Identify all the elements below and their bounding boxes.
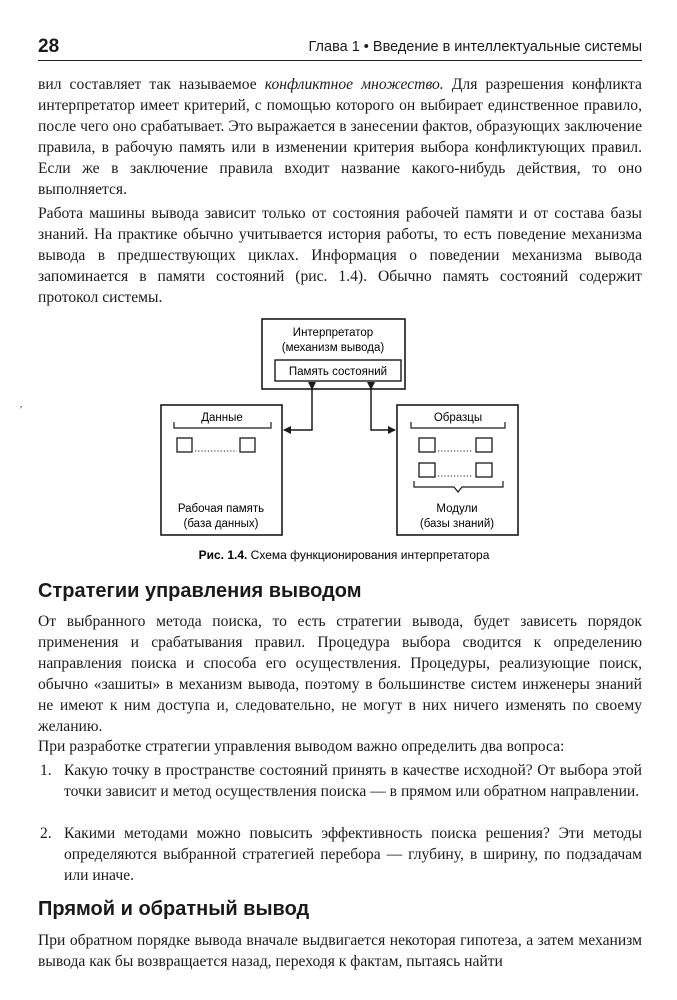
emphasis-term: конфликтное множество.: [264, 76, 444, 93]
list-item-text: Какую точку в пространстве состояний принять в качестве исходной? От выбора этой точки зависит и метод осуществления поиска — в прямом или обратном направлении.: [64, 762, 642, 800]
modules-brace: [414, 481, 503, 492]
pattern-cell: [419, 438, 435, 452]
data-label: Данные: [201, 412, 243, 424]
list-item-text: Какими методами можно повысить эффективность поиска решения? Эти методы определяются выбранной стратегией перебора — глубину, в ширину, по подзадачам или иначе.: [64, 825, 642, 884]
paragraph-text: Для разрешения конфликта интерпретатор имеет критерий, с помощью которого он выбирает единственное правило, после чего оно срабатывает. Это выражается в занесении фактов, образующих заключение правила, в рабочую память или в изменении критерия выбора конфликтующих правил. Если же в заключение правила входит название какого-нибудь действия, то оно выполняется.: [38, 76, 642, 198]
interpreter-label: Интерпретатор: [292, 327, 374, 339]
list-item-number: 2.: [40, 825, 52, 842]
modules-sublabel: (базы знаний): [419, 518, 495, 530]
caption-text: Схема функционирования интерпретатора: [247, 548, 490, 562]
working-memory-sublabel: (база данных): [183, 518, 259, 530]
modules-label: Модули: [436, 503, 478, 515]
section-heading-forward-backward: Прямой и обратный вывод: [38, 898, 310, 920]
pattern-cell: [476, 438, 492, 452]
paragraph-backward-chaining: При обратном порядке вывода вначале выдвигается некоторая гипотеза, а затем механизм вывода как бы возвращается назад, переходя к фактам, пытаясь найти: [38, 932, 642, 970]
list-item: [38, 823, 642, 886]
working-memory-label: Рабочая память: [177, 503, 265, 515]
patterns-label: Образцы: [433, 412, 483, 424]
paragraph-search-method: От выбранного метода поиска, то есть стратегии вывода, будет зависеть порядок применения и срабатывания правил. Процедура выбора сводится к определению направления поиска и способа его осуществления. Процедуры, реализующие поиск, обычно «зашиты» в механизм вывода, поэтому в большинстве систем инженеры знаний не имеют к ним доступа и, следовательно, не могут в них ничего изменять по своему желанию.: [38, 613, 642, 735]
interpreter-sublabel: (механизм вывода): [281, 342, 385, 354]
pattern-cell: [476, 463, 492, 477]
caption-number: Рис. 1.4.: [198, 548, 248, 562]
working-memory-box: [161, 405, 282, 535]
arrow-interpreter-modules: [371, 389, 395, 430]
data-cell: [240, 438, 255, 452]
modules-box: [397, 405, 518, 535]
state-memory-label: Память состояний: [288, 366, 388, 378]
section-heading-strategies: Стратегии управления выводом: [38, 580, 362, 602]
pattern-cell: [419, 463, 435, 477]
list-item-number: 1.: [40, 762, 52, 779]
paragraph-text: вил составляет так называемое: [38, 76, 265, 93]
arrow-interpreter-working-memory: [284, 389, 312, 430]
data-cell: [177, 438, 192, 452]
figure-caption: [199, 548, 490, 562]
list-item: [38, 760, 642, 802]
paragraph-two-questions: При разработке стратегии управления выводом важно определить два вопроса:: [38, 738, 565, 755]
stray-mark: ′: [20, 404, 23, 416]
running-head: Глава 1 • Введение в интеллектуальные системы: [308, 39, 642, 55]
paragraph-inference-engine: Работа машины вывода зависит только от состояния рабочей памяти и от состава базы знаний. На практике обычно учитывается история работы, то есть поведение механизма вывода в предшествующих циклах. Информация о поведении механизма вывода запоминается в памяти состояний (рис. 1.4). Обычно память состояний содержит протокол системы.: [38, 205, 642, 306]
page-number: 28: [38, 36, 60, 57]
